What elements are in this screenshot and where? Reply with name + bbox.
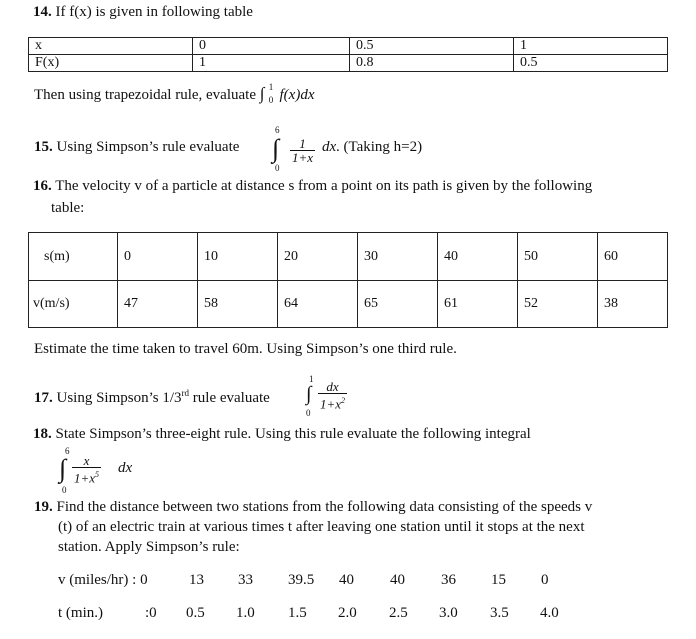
q19-t-value: 1.0	[236, 605, 255, 621]
q19-v-value: 15	[491, 572, 506, 588]
q19-v-value: 40	[339, 572, 354, 588]
q15-number: 15.	[34, 139, 53, 155]
q16-cell: 10	[198, 233, 278, 281]
q16-follow: Estimate the time taken to travel 60m. Using Simpson’s one third rule.	[34, 341, 457, 357]
q17-text-before: Using Simpson’s 1/3	[56, 390, 182, 406]
q16-table	[28, 232, 668, 328]
q14-number: 14.	[33, 4, 52, 20]
q18-den-power: 5	[95, 470, 100, 479]
q15-integral	[272, 125, 292, 175]
q19-t-row	[58, 605, 658, 625]
q14-follow-text: Then using trapezoidal rule, evaluate	[34, 87, 256, 103]
q14-lower: 0	[268, 95, 274, 105]
q16-cell: 60	[598, 233, 668, 281]
q14-row-x	[29, 38, 668, 55]
q18-frac-num: x	[72, 454, 101, 468]
q16-cell: 47	[118, 281, 198, 328]
q16-line1	[33, 178, 592, 195]
q15-text: Using Simpson’s rule evaluate	[56, 139, 240, 155]
q18-upper: 6	[65, 446, 70, 456]
q15-line	[34, 125, 423, 175]
q15-fraction	[290, 137, 315, 164]
q19-line1	[34, 499, 592, 516]
q18-lower: 0	[62, 485, 67, 495]
q19-v-value: 0	[541, 572, 549, 588]
q15-dx: dx	[322, 139, 337, 155]
q19-t-label: t (min.)	[58, 605, 103, 621]
q14-cell: F(x)	[29, 55, 193, 72]
q17-number: 17.	[34, 390, 53, 406]
q14-follow	[34, 84, 314, 104]
q14-cell: 0	[193, 38, 350, 55]
q19-v-row	[58, 572, 658, 592]
q16-cell: 52	[518, 281, 598, 328]
integral-sign-icon: ∫	[306, 383, 312, 405]
q17-line	[34, 372, 454, 420]
integral-sign-icon: ∫	[272, 134, 280, 163]
q16-cell: 20	[278, 233, 358, 281]
q16-cell: 40	[438, 233, 518, 281]
q14-cell: 0.8	[350, 55, 514, 72]
q17-text-after: rule evaluate	[189, 390, 270, 406]
q14-integrand: f(x)dx	[279, 87, 315, 103]
q19-v-label: v (miles/hr) : 0	[58, 572, 148, 588]
q16-cell: 64	[278, 281, 358, 328]
q16-number: 16.	[33, 178, 52, 194]
q14-row-fx	[29, 55, 668, 72]
q14-cell: 0.5	[350, 38, 514, 55]
q16-line2: table:	[51, 200, 85, 216]
q14-upper: 1	[268, 82, 274, 92]
q18-dx: dx	[118, 460, 133, 476]
q14-cell: 0.5	[514, 55, 668, 72]
q19-t-value: 3.0	[439, 605, 458, 621]
q15-frac-den: 1+x	[292, 150, 314, 165]
q16-row-s	[29, 233, 668, 281]
integral-sign-icon: ∫	[59, 454, 67, 483]
q19-line2: (t) of an electric train at various times t after leaving one station until it stops at the next	[58, 519, 585, 535]
q17-frac-num: dx	[318, 380, 347, 394]
q19-line1-text: Find the distance between two stations from the following data consisting of the speeds v	[56, 499, 593, 515]
q17-upper: 1	[309, 374, 314, 384]
q16-cell: 61	[438, 281, 518, 328]
q14-table	[28, 37, 668, 72]
q18-line	[33, 426, 531, 443]
q17-superscript: rd	[181, 388, 190, 398]
q16-cell: s(m)	[29, 233, 118, 281]
q19-t-value: :0	[145, 605, 157, 621]
q17-fraction	[318, 380, 347, 410]
q16-cell: 50	[518, 233, 598, 281]
q15-frac-num: 1	[290, 137, 315, 151]
q16-cell: 38	[598, 281, 668, 328]
q19-number: 19.	[34, 499, 53, 515]
q19-t-value: 0.5	[186, 605, 205, 621]
q15-tail: . (Taking h=2)	[336, 139, 423, 155]
integral-sign-icon: ∫	[259, 84, 265, 103]
q19-t-value: 1.5	[288, 605, 307, 621]
q14-cell: 1	[193, 55, 350, 72]
q19-t-value: 4.0	[540, 605, 559, 621]
q19-t-value: 2.0	[338, 605, 357, 621]
q19-v-value: 39.5	[288, 572, 315, 588]
q19-v-value: 36	[441, 572, 456, 588]
q14-heading	[33, 4, 253, 21]
q14-integral	[260, 84, 276, 104]
q19-v-value: 33	[238, 572, 253, 588]
q19-v-value: 13	[189, 572, 204, 588]
q16-cell: 58	[198, 281, 278, 328]
q18-text: State Simpson’s three-eight rule. Using this rule evaluate the following integral	[55, 426, 531, 442]
q15-upper: 6	[275, 125, 280, 135]
q14-cell: 1	[514, 38, 668, 55]
q18-number: 18.	[33, 426, 52, 442]
q16-cell: 30	[358, 233, 438, 281]
q16-cell: 0	[118, 233, 198, 281]
q16-cell: 65	[358, 281, 438, 328]
q19-t-value: 3.5	[490, 605, 509, 621]
q18-integral-block	[56, 446, 166, 496]
q17-frac-den: 1+x	[320, 396, 342, 412]
q15-lower: 0	[275, 163, 280, 173]
q19-v-value: 40	[390, 572, 405, 588]
q14-text: If f(x) is given in following table	[55, 4, 253, 20]
q16-cell: v(m/s)	[29, 281, 118, 328]
q17-lower: 0	[306, 408, 311, 418]
q16-line1-text: The velocity v of a particle at distance s from a point on its path is given by the following	[55, 178, 593, 194]
q19-line3: station. Apply Simpson’s rule:	[58, 539, 240, 555]
q18-fraction	[72, 454, 101, 484]
q19-t-value: 2.5	[389, 605, 408, 621]
q16-row-v	[29, 281, 668, 328]
q17-den-power: 2	[341, 396, 346, 405]
q18-frac-den: 1+x	[74, 470, 96, 486]
q14-cell: x	[29, 38, 193, 55]
